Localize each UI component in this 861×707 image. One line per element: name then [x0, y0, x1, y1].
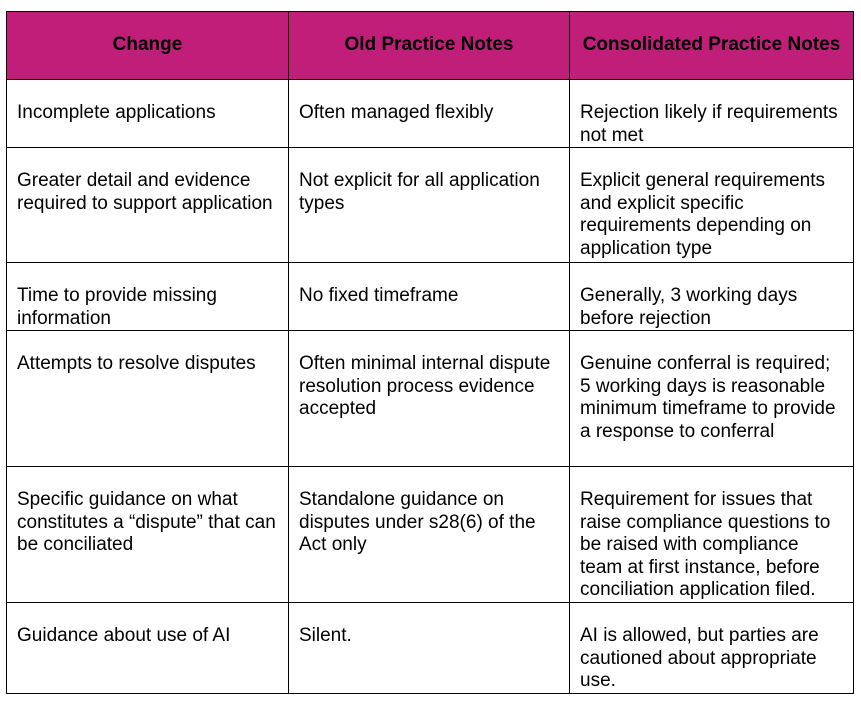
table-row [7, 467, 854, 603]
cell-change: Incomplete applications [7, 80, 289, 148]
cell-old: Often managed flexibly [289, 80, 570, 148]
table-row [7, 80, 854, 148]
table-row [7, 263, 854, 331]
cell-old: Standalone guidance on disputes under s28(6) of the Act only [289, 467, 570, 603]
table-row [7, 148, 854, 263]
cell-change: Time to provide missing information [7, 263, 289, 331]
table-header-row [7, 12, 854, 80]
table-row [7, 331, 854, 467]
cell-consolidated: Rejection likely if requirements not met [570, 80, 854, 148]
cell-consolidated: Genuine conferral is required; 5 working days is reasonable minimum timeframe to provide a response to conferral [570, 331, 854, 467]
practice-notes-comparison-table [6, 11, 854, 694]
cell-consolidated: AI is allowed, but parties are cautioned about appropriate use. [570, 603, 854, 694]
cell-change: Specific guidance on what constitutes a “dispute” that can be conciliated [7, 467, 289, 603]
header-change: Change [7, 12, 289, 80]
cell-old: Not explicit for all application types [289, 148, 570, 263]
cell-change: Guidance about use of AI [7, 603, 289, 694]
cell-consolidated: Generally, 3 working days before rejection [570, 263, 854, 331]
header-old-practice-notes: Old Practice Notes [289, 12, 570, 80]
cell-change: Attempts to resolve disputes [7, 331, 289, 467]
cell-old: No fixed timeframe [289, 263, 570, 331]
cell-old: Often minimal internal dispute resolution process evidence accepted [289, 331, 570, 467]
cell-change: Greater detail and evidence required to support application [7, 148, 289, 263]
cell-consolidated: Explicit general requirements and explicit specific requirements depending on application type [570, 148, 854, 263]
cell-consolidated: Requirement for issues that raise compliance questions to be raised with compliance team at first instance, before conciliation application filed. [570, 467, 854, 603]
header-consolidated-practice-notes: Consolidated Practice Notes [570, 12, 854, 80]
cell-old: Silent. [289, 603, 570, 694]
table-row [7, 603, 854, 694]
